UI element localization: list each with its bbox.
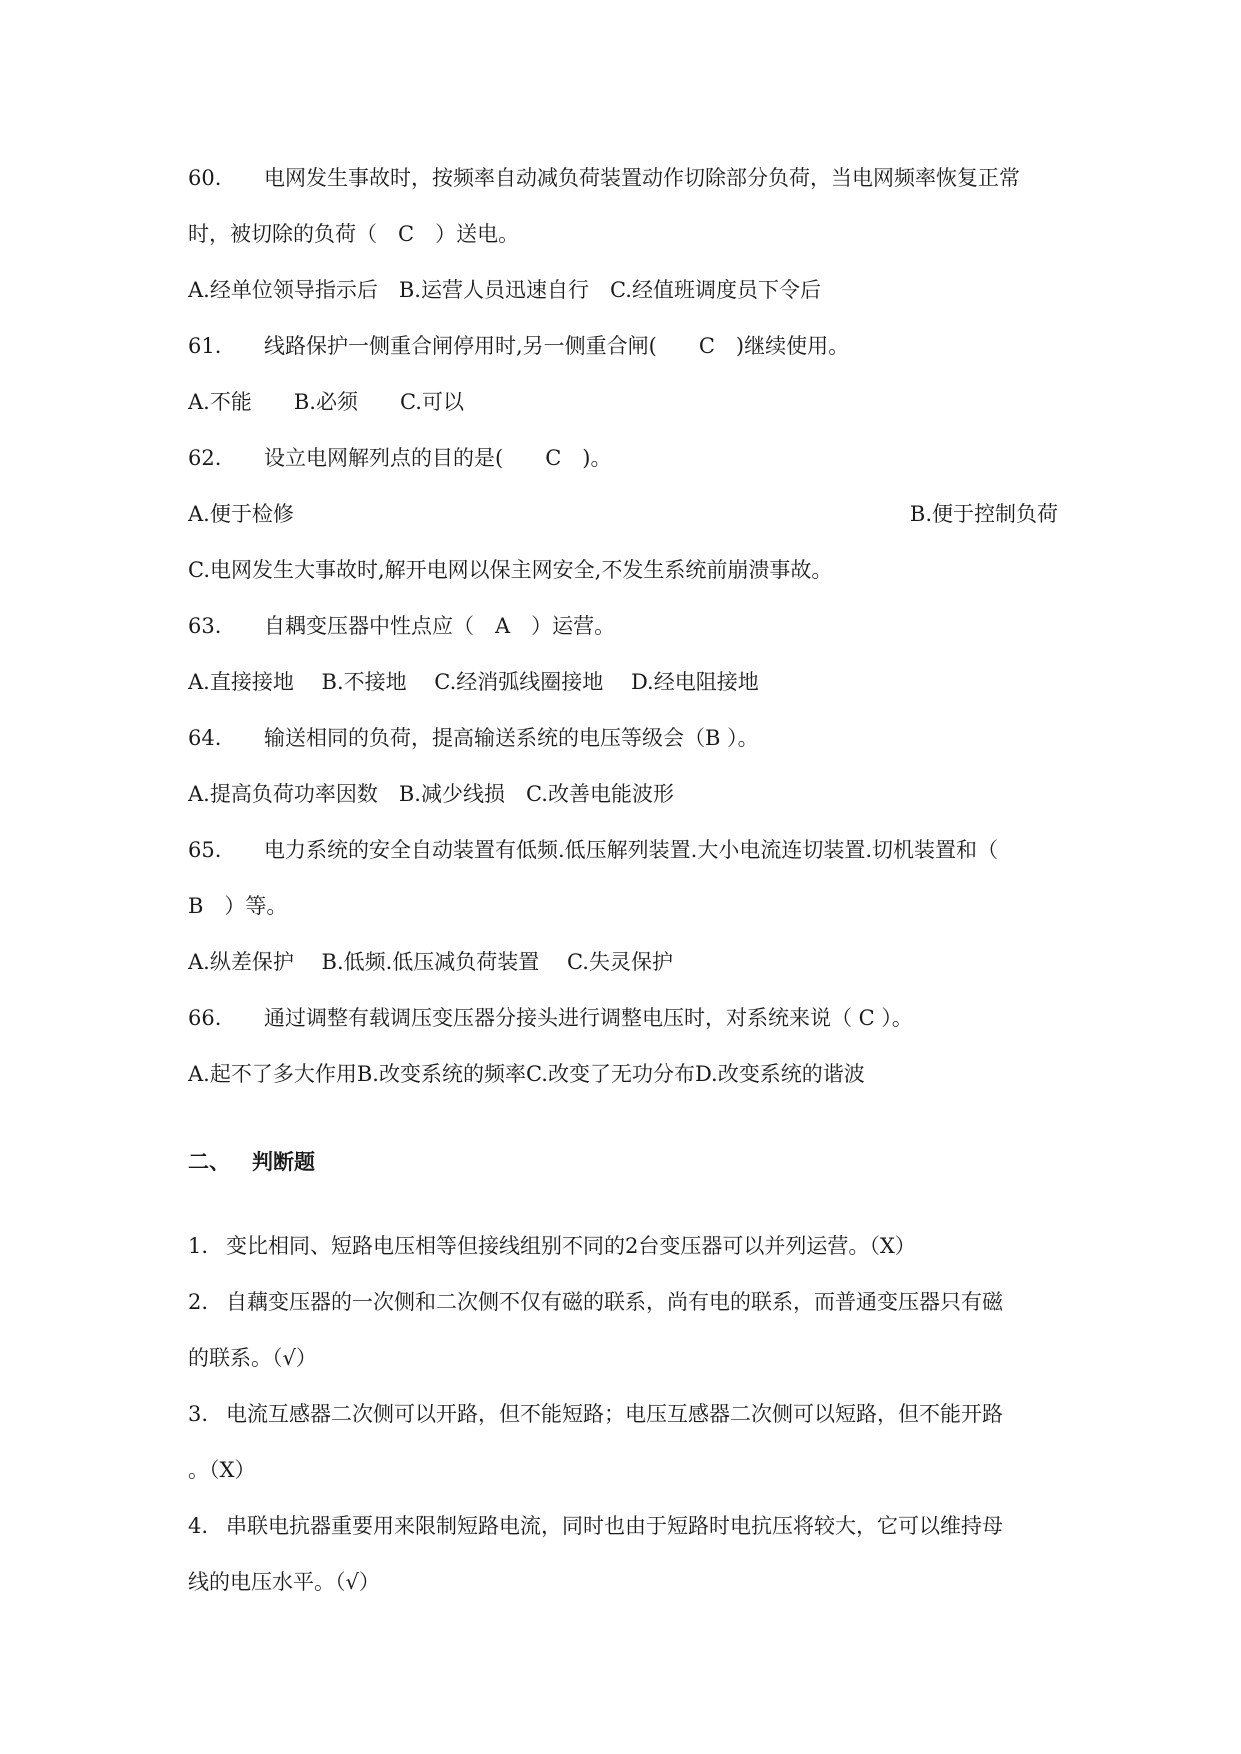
question-number: 66. <box>188 1006 222 1030</box>
question-62-option-c: C.电网发生大事故时,解开电网以保主网安全,不发生系统前崩溃事故。 <box>188 558 833 582</box>
judgment-number: 1. <box>188 1234 209 1258</box>
question-64 <box>188 710 1058 766</box>
question-text: 电力系统的安全自动装置有低频.低压解列装置.大小电流连切装置.切机装置和（ <box>264 838 999 862</box>
question-61 <box>188 318 1058 374</box>
question-61-options: A.不能 B.必须 C.可以 <box>188 390 464 414</box>
question-text: 线路保护一侧重合闸停用时,另一侧重合闸( C )继续使用。 <box>264 334 850 358</box>
question-62-options-ab <box>188 486 1058 542</box>
judgment-2-continuation: 的联系。（√） <box>188 1346 317 1370</box>
section-heading <box>188 1134 1058 1190</box>
judgment-4 <box>188 1498 1058 1554</box>
section-title: 判断题 <box>252 1150 315 1174</box>
question-text: 设立电网解列点的目的是( C )。 <box>264 446 612 470</box>
question-number: 61. <box>188 334 222 358</box>
question-text: 电网发生事故时，按频率自动减负荷装置动作切除部分负荷，当电网频率恢复正常 <box>264 166 1020 190</box>
question-60-continuation: 时，被切除的负荷（ C ）送电。 <box>188 222 520 246</box>
judgment-4-continuation: 线的电压水平。（√） <box>188 1570 380 1594</box>
judgment-3-continuation: 。（X） <box>188 1458 256 1482</box>
question-65-continuation: B ）等。 <box>188 894 288 918</box>
question-63-options: A.直接接地 B.不接地 C.经消弧线圈接地 D.经电阻接地 <box>188 670 759 694</box>
judgment-number: 2. <box>188 1290 209 1314</box>
question-text: 输送相同的负荷，提高输送系统的电压等级会（B ）。 <box>264 726 759 750</box>
judgment-3 <box>188 1386 1058 1442</box>
question-number: 60. <box>188 166 222 190</box>
question-text: 通过调整有载调压变压器分接头进行调整电压时，对系统来说（ C ）。 <box>264 1006 913 1030</box>
question-text: 自耦变压器中性点应（ A ）运营。 <box>264 614 616 638</box>
question-number: 63. <box>188 614 222 638</box>
judgment-text: 串联电抗器重要用来限制短路电流，同时也由于短路时电抗压将较大，它可以维持母 <box>226 1514 1003 1538</box>
question-63 <box>188 598 1058 654</box>
option-a: A.便于检修 <box>188 502 294 526</box>
question-64-options: A.提高负荷功率因数 B.减少线损 C.改善电能波形 <box>188 782 674 806</box>
judgment-text: 自藕变压器的一次侧和二次侧不仅有磁的联系，尚有电的联系，而普通变压器只有磁 <box>226 1290 1003 1314</box>
question-62 <box>188 430 1058 486</box>
judgment-text: 电流互感器二次侧可以开路，但不能短路；电压互感器二次侧可以短路，但不能开路 <box>226 1402 1003 1426</box>
question-number: 62. <box>188 446 222 470</box>
question-60 <box>188 150 1058 206</box>
judgment-number: 3. <box>188 1402 209 1426</box>
judgment-1 <box>188 1218 1058 1274</box>
question-65-options: A.纵差保护 B.低频.低压减负荷装置 C.失灵保护 <box>188 950 673 974</box>
question-60-options: A.经单位领导指示后 B.运营人员迅速自行 C.经值班调度员下令后 <box>188 278 821 302</box>
judgment-2 <box>188 1274 1058 1330</box>
judgment-number: 4. <box>188 1514 209 1538</box>
section-number: 二、 <box>188 1150 230 1174</box>
question-number: 65. <box>188 838 222 862</box>
question-65 <box>188 822 1058 878</box>
option-b: B.便于控制负荷 <box>909 502 1058 526</box>
question-66-options: A.起不了多大作用B.改变系统的频率C.改变了无功分布D.改变系统的谐波 <box>188 1062 865 1086</box>
question-number: 64. <box>188 726 222 750</box>
document-page <box>188 150 1058 1610</box>
judgment-text: 变比相同、短路电压相等但接线组别不同的2台变压器可以并列运营。（X） <box>226 1234 916 1258</box>
question-66 <box>188 990 1058 1046</box>
